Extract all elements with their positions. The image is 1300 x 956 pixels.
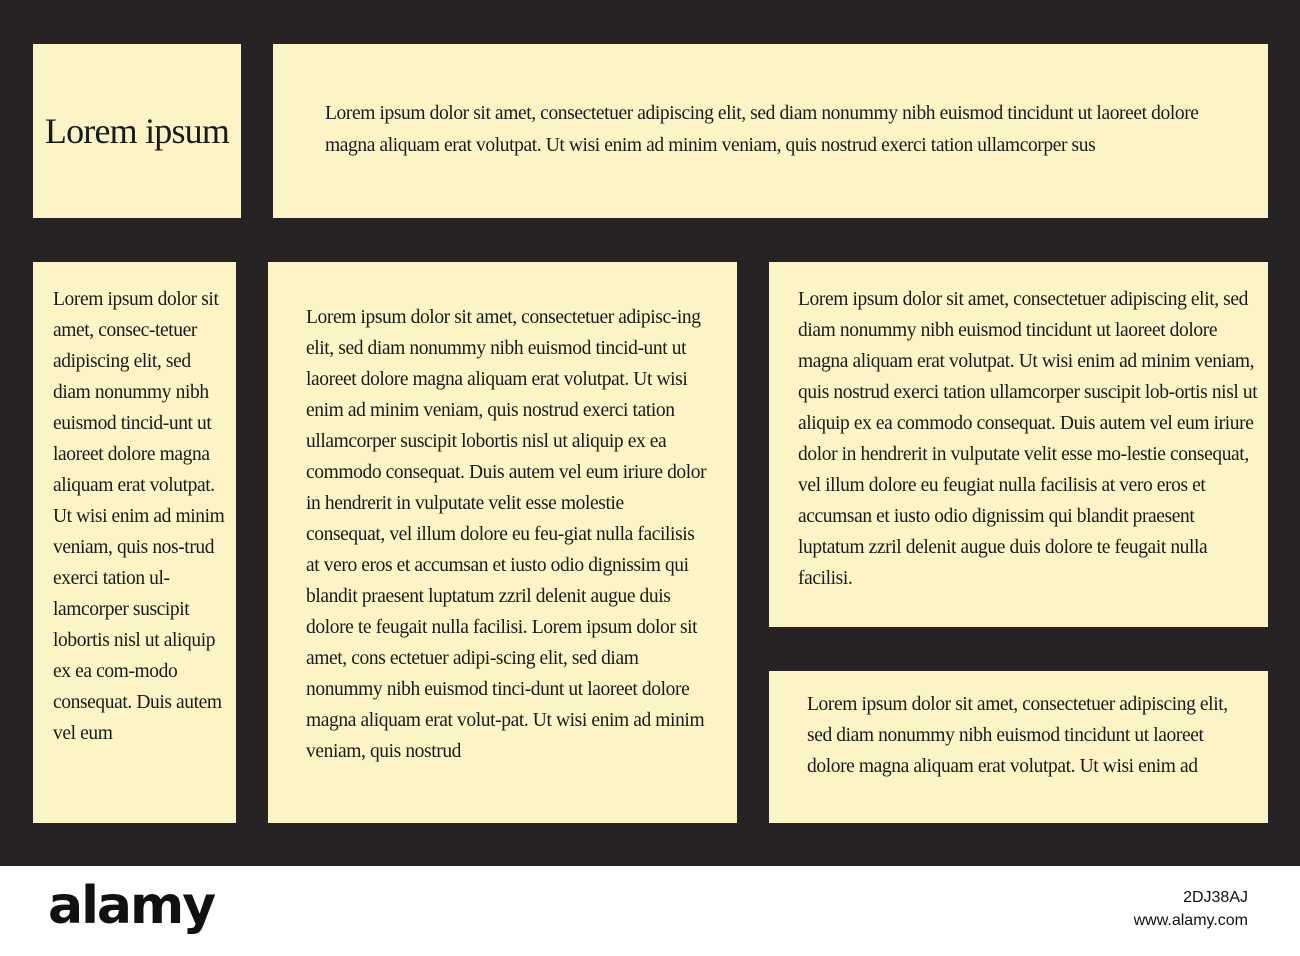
right-top-text: Lorem ipsum dolor sit amet, consectetuer adipiscing elit, sed diam nonummy nibh euismod tincidunt ut laoreet dolore magna aliquam erat volutpat. Ut wisi enim ad minim veniam, quis nostrud exerci tation ullamcorper suscipit lob-ortis nisl ut aliquip ex ea commodo consequat. Duis autem vel eum iriure dolor in hendrerit in vulputate velit esse mo-lestie consequat, vel illum dolore eu feugiat nulla facilisis at vero eros et accumsan et iusto odio dignissim qui blandit praesent luptatum zzril delenit augue duis dolore te feugait nulla facilisi. [798,289,1258,589]
narrow-column-text: Lorem ipsum dolor sit amet, consec-tetuer adipiscing elit, sed diam nonummy nibh euismod tincid-unt ut laoreet dolore magna aliquam erat volutpat. Ut wisi enim ad minim veniam, quis nos-trud exerci tation ul-lamcorper suscipit lobortis nisl ut aliquip ex ea com-modo consequat. Duis autem vel eum [53,289,225,744]
right-bottom-text: Lorem ipsum dolor sit amet, consectetuer adipiscing elit, sed diam nonummy nibh euismod tincidunt ut laoreet dolore magna aliquam erat volutpat. Ut wisi enim ad [807,694,1228,777]
site-url: www.alamy.com [1133,912,1248,929]
right-top-panel [769,262,1268,627]
intro-text: Lorem ipsum dolor sit amet, consectetuer adipiscing elit, sed diam nonummy nibh euismod tincidunt ut laoreet dolore magna aliquam erat volutpat. Ut wisi enim ad minim veniam, quis nostrud exerci tation ullamcorper sus [325,103,1199,156]
image-id: 2DJ38AJ [1183,889,1248,906]
title-panel [33,44,241,218]
intro-panel [273,44,1268,218]
watermark-footer [0,866,1300,956]
main-column-panel [268,262,737,823]
narrow-column-panel [33,262,236,823]
page-title: Lorem ipsum [44,111,230,151]
main-column-text: Lorem ipsum dolor sit amet, consectetuer adipisc-ing elit, sed diam nonummy nibh euismod tincid-unt ut laoreet dolore magna aliquam erat volutpat. Ut wisi enim ad minim veniam, quis nostrud exerci tation ullamcorper suscipit lobortis nisl ut aliquip ex ea commodo consequat. Duis autem vel eum iriure dolor in hendrerit in vulputate velit esse molestie consequat, vel illum dolore eu feu-giat nulla facilisis at vero eros et accumsan et iusto odio dignissim qui blandit praesent luptatum zzril delenit augue duis dolore te feugait nulla facilisi. Lorem ipsum dolor sit amet, cons ectetuer adipi-scing elit, sed diam nonummy nibh euismod tinci-dunt ut laoreet dolore magna aliquam erat volut-pat. Ut wisi enim ad minim veniam, quis nostrud [306,307,707,762]
alamy-logo: alamy [48,876,215,936]
right-bottom-panel [769,671,1268,823]
